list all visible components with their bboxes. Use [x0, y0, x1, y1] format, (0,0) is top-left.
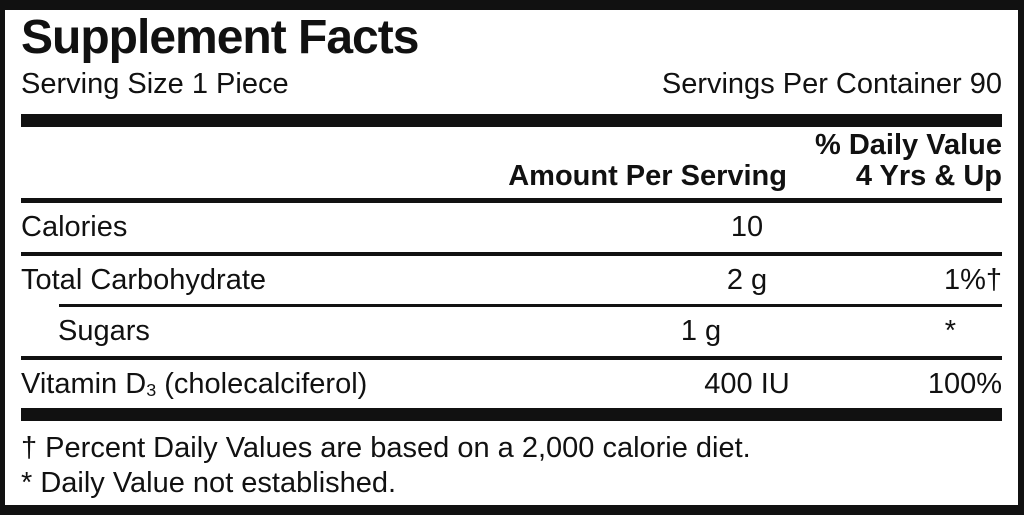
nutrient-name: Vitamin $D_3$ (cholecalciferol): [21, 367, 368, 400]
nutrient-name: Sugars: [58, 315, 150, 348]
daily-value-header-line2: 4 Yrs & Up: [855, 160, 1002, 193]
thick-divider-top: [21, 114, 1002, 127]
nutrient-row-sugars: [21, 307, 1002, 355]
nutrient-daily-value: *: [944, 315, 956, 348]
footnote-dv-not-established: * Daily Value not established.: [21, 467, 397, 500]
daily-value-header: [787, 130, 1002, 192]
servings-per-container-text: Servings Per Container 90: [661, 67, 1002, 100]
panel-title: Supplement Facts: [21, 11, 419, 64]
nutrient-row-calories: [21, 203, 1002, 251]
nutrient-daily-value: 1%†: [943, 263, 1002, 296]
nutrient-amount: 10: [730, 211, 764, 244]
panel-content: [5, 10, 1018, 505]
nutrient-name: Calories: [21, 211, 128, 244]
subscript: 3: [146, 379, 157, 400]
serving-info-row: [21, 68, 1002, 101]
column-header-row: [21, 127, 1002, 198]
daily-value-header-line1: % Daily Value: [815, 129, 1002, 162]
nutrient-amount: 400 IU: [704, 367, 790, 400]
thick-divider-bottom: [21, 408, 1002, 421]
nutrient-name: Total Carbohydrate: [21, 263, 267, 296]
nutrient-row-vitamin-d3: [21, 360, 1002, 408]
serving-size-text: Serving Size 1 Piece: [21, 67, 289, 100]
amount-per-serving-header: Amount Per Serving: [508, 160, 787, 193]
nutrient-amount: 2 g: [726, 263, 768, 296]
nutrient-amount: 1 g: [680, 315, 722, 348]
nutrient-row-total-carbohydrate: [21, 256, 1002, 304]
footnotes: [21, 421, 1002, 505]
footnote-daily-value-basis: † Percent Daily Values are based on a 2,000 calorie diet.: [21, 432, 751, 465]
nutrient-daily-value: 100%: [927, 367, 1002, 400]
